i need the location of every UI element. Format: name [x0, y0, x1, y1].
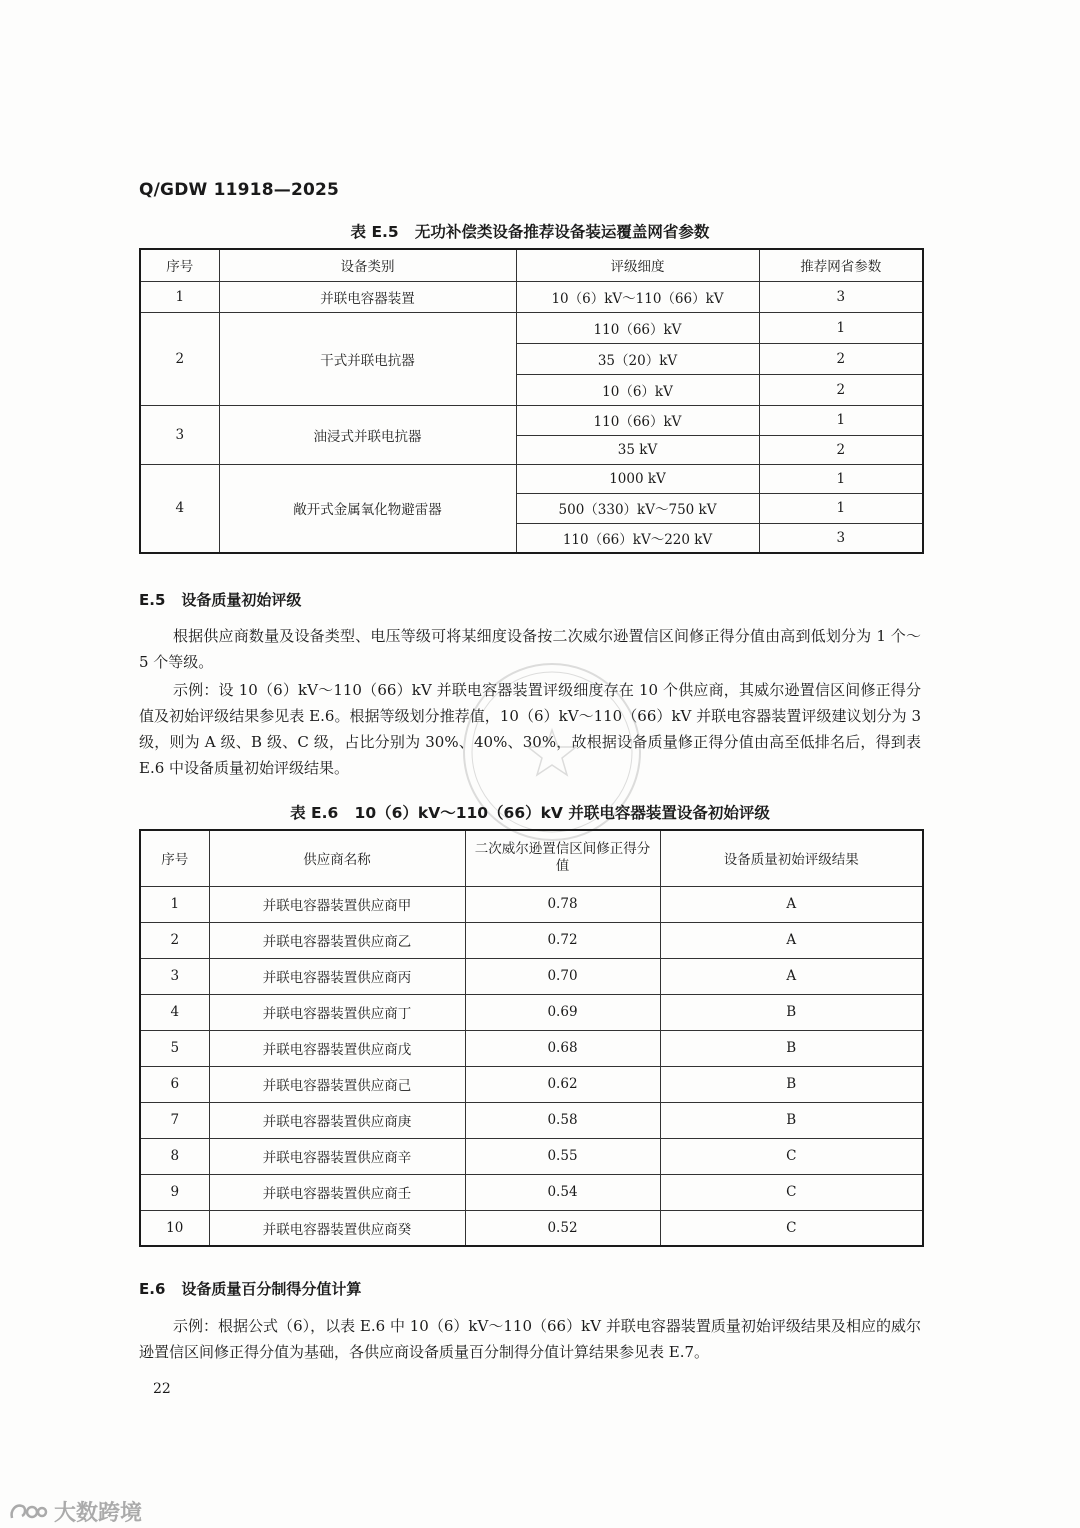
level-cell: 110（66）kV [516, 312, 759, 343]
section-e6-paragraph-1: 示例：根据公式（6），以表 E.6 中 10（6）kV～110（66）kV 并联电容器装置质量初始评级结果及相应的威尔逊置信区间修正得分值为基础，各供应商设备质量百分制得分值计算结果参见表 E.7。 [139, 1317, 921, 1361]
level-cell: 10（6）kV [516, 374, 759, 405]
table-e5-header-row [140, 249, 923, 281]
table-e6-caption [139, 801, 921, 823]
score-cell: 0.62 [465, 1066, 660, 1102]
table-e5 [139, 248, 924, 554]
score-cell: 0.69 [465, 994, 660, 1030]
table-e5-caption [139, 220, 921, 242]
level-cell: 110（66）kV [516, 405, 759, 435]
grade-cell: A [660, 958, 923, 994]
table-row [140, 281, 923, 312]
category-cell: 油浸式并联电抗器 [219, 405, 516, 464]
score-cell: 0.54 [465, 1174, 660, 1210]
param-cell: 2 [759, 435, 923, 464]
col-header-seq: 序号 [140, 249, 219, 281]
level-cell: 35（20）kV [516, 343, 759, 374]
category-cell: 敞开式金属氧化物避雷器 [219, 464, 516, 553]
section-e5-paragraph-1: 根据供应商数量及设备类型、电压等级可将某细度设备按二次威尔逊置信区间修正得分值由高到低划分为 1 个～5 个等级。 [139, 627, 921, 671]
grade-cell: B [660, 1102, 923, 1138]
table-row [140, 1210, 923, 1246]
param-cell: 1 [759, 493, 923, 523]
section-title: 设备质量初始评级 [181, 591, 302, 609]
grade-cell: B [660, 1030, 923, 1066]
seq-cell: 2 [140, 922, 209, 958]
grade-cell: A [660, 922, 923, 958]
seq-cell: 2 [140, 312, 219, 405]
supplier-cell: 并联电容器装置供应商戊 [209, 1030, 465, 1066]
seq-cell: 1 [140, 281, 219, 312]
level-cell: 500（330）kV～750 kV [516, 493, 759, 523]
section-number: E.6 [139, 1280, 166, 1298]
table-row [140, 994, 923, 1030]
param-cell: 2 [759, 343, 923, 374]
level-cell: 110（66）kV～220 kV [516, 523, 759, 553]
page-number: 22 [153, 1381, 171, 1397]
table-row [140, 1066, 923, 1102]
table-e6 [139, 829, 924, 1247]
supplier-cell: 并联电容器装置供应商丙 [209, 958, 465, 994]
score-cell: 0.72 [465, 922, 660, 958]
seq-cell: 8 [140, 1138, 209, 1174]
table-row [140, 1102, 923, 1138]
table-e6-caption-title: 10（6）kV～110（66）kV 并联电容器装置设备初始评级 [354, 804, 770, 822]
section-number: E.5 [139, 591, 166, 609]
score-cell: 0.68 [465, 1030, 660, 1066]
score-cell: 0.70 [465, 958, 660, 994]
col-header-score: 二次威尔逊置信区间修正得分值 [465, 830, 660, 886]
table-row [140, 922, 923, 958]
param-cell: 1 [759, 312, 923, 343]
seq-cell: 10 [140, 1210, 209, 1246]
col-header-param: 推荐网省参数 [759, 249, 923, 281]
supplier-cell: 并联电容器装置供应商辛 [209, 1138, 465, 1174]
param-cell: 1 [759, 464, 923, 493]
seq-cell: 9 [140, 1174, 209, 1210]
param-cell: 3 [759, 281, 923, 312]
grade-cell: C [660, 1174, 923, 1210]
table-row [140, 464, 923, 493]
score-cell: 0.78 [465, 886, 660, 922]
table-e5-caption-num: 表 E.5 [350, 223, 399, 241]
param-cell: 1 [759, 405, 923, 435]
watermark-text: 大数跨境 [54, 1501, 143, 1526]
category-cell: 并联电容器装置 [219, 281, 516, 312]
col-header-level: 评级细度 [516, 249, 759, 281]
table-row [140, 1174, 923, 1210]
grade-cell: C [660, 1138, 923, 1174]
grade-cell: C [660, 1210, 923, 1246]
col-header-supplier: 供应商名称 [209, 830, 465, 886]
supplier-cell: 并联电容器装置供应商丁 [209, 994, 465, 1030]
supplier-cell: 并联电容器装置供应商己 [209, 1066, 465, 1102]
col-header-grade: 设备质量初始评级结果 [660, 830, 923, 886]
table-row [140, 1138, 923, 1174]
table-e6-header-row [140, 830, 923, 886]
grade-cell: B [660, 994, 923, 1030]
col-header-category: 设备类别 [219, 249, 516, 281]
level-cell: 10（6）kV～110（66）kV [516, 281, 759, 312]
score-cell: 0.52 [465, 1210, 660, 1246]
seq-cell: 1 [140, 886, 209, 922]
seq-cell: 4 [140, 994, 209, 1030]
seq-cell: 7 [140, 1102, 209, 1138]
score-cell: 0.58 [465, 1102, 660, 1138]
section-e5-paragraph-2: 示例：设 10（6）kV～110（66）kV 并联电容器装置评级细度存在 10 个供应商，其威尔逊置信区间修正得分值及初始评级结果参见表 E.6。根据等级划分推荐值，10（6）kV～110（66）kV 并联电容器装置评级建议划分为 3 级，则为 A 级、B 级、C 级，占比分别为 30%、40%、30%，故根据设备质量修正得分值由高至低排名后，得到表 E.6 中设备质量初始评级结果。 [139, 681, 921, 777]
supplier-cell: 并联电容器装置供应商乙 [209, 922, 465, 958]
param-cell: 3 [759, 523, 923, 553]
section-e5-heading [139, 589, 301, 610]
watermark-logo-icon [8, 1500, 48, 1524]
col-header-seq: 序号 [140, 830, 209, 886]
score-cell: 0.55 [465, 1138, 660, 1174]
table-row [140, 312, 923, 343]
table-e6-caption-num: 表 E.6 [290, 804, 339, 822]
param-cell: 2 [759, 374, 923, 405]
category-cell: 干式并联电抗器 [219, 312, 516, 405]
supplier-cell: 并联电容器装置供应商庚 [209, 1102, 465, 1138]
section-title: 设备质量百分制得分值计算 [181, 1280, 362, 1298]
table-row [140, 1030, 923, 1066]
standard-code: Q/GDW 11918—2025 [139, 180, 340, 200]
level-cell: 35 kV [516, 435, 759, 464]
seq-cell: 5 [140, 1030, 209, 1066]
supplier-cell: 并联电容器装置供应商甲 [209, 886, 465, 922]
table-row [140, 958, 923, 994]
section-e6-heading [139, 1278, 361, 1299]
table-row [140, 405, 923, 435]
seq-cell: 3 [140, 958, 209, 994]
seq-cell: 3 [140, 405, 219, 464]
table-e5-caption-title: 无功补偿类设备推荐设备装运覆盖网省参数 [414, 223, 710, 241]
seq-cell: 4 [140, 464, 219, 553]
corner-watermark [8, 1496, 142, 1527]
grade-cell: A [660, 886, 923, 922]
supplier-cell: 并联电容器装置供应商癸 [209, 1210, 465, 1246]
level-cell: 1000 kV [516, 464, 759, 493]
seq-cell: 6 [140, 1066, 209, 1102]
grade-cell: B [660, 1066, 923, 1102]
table-row [140, 886, 923, 922]
supplier-cell: 并联电容器装置供应商壬 [209, 1174, 465, 1210]
